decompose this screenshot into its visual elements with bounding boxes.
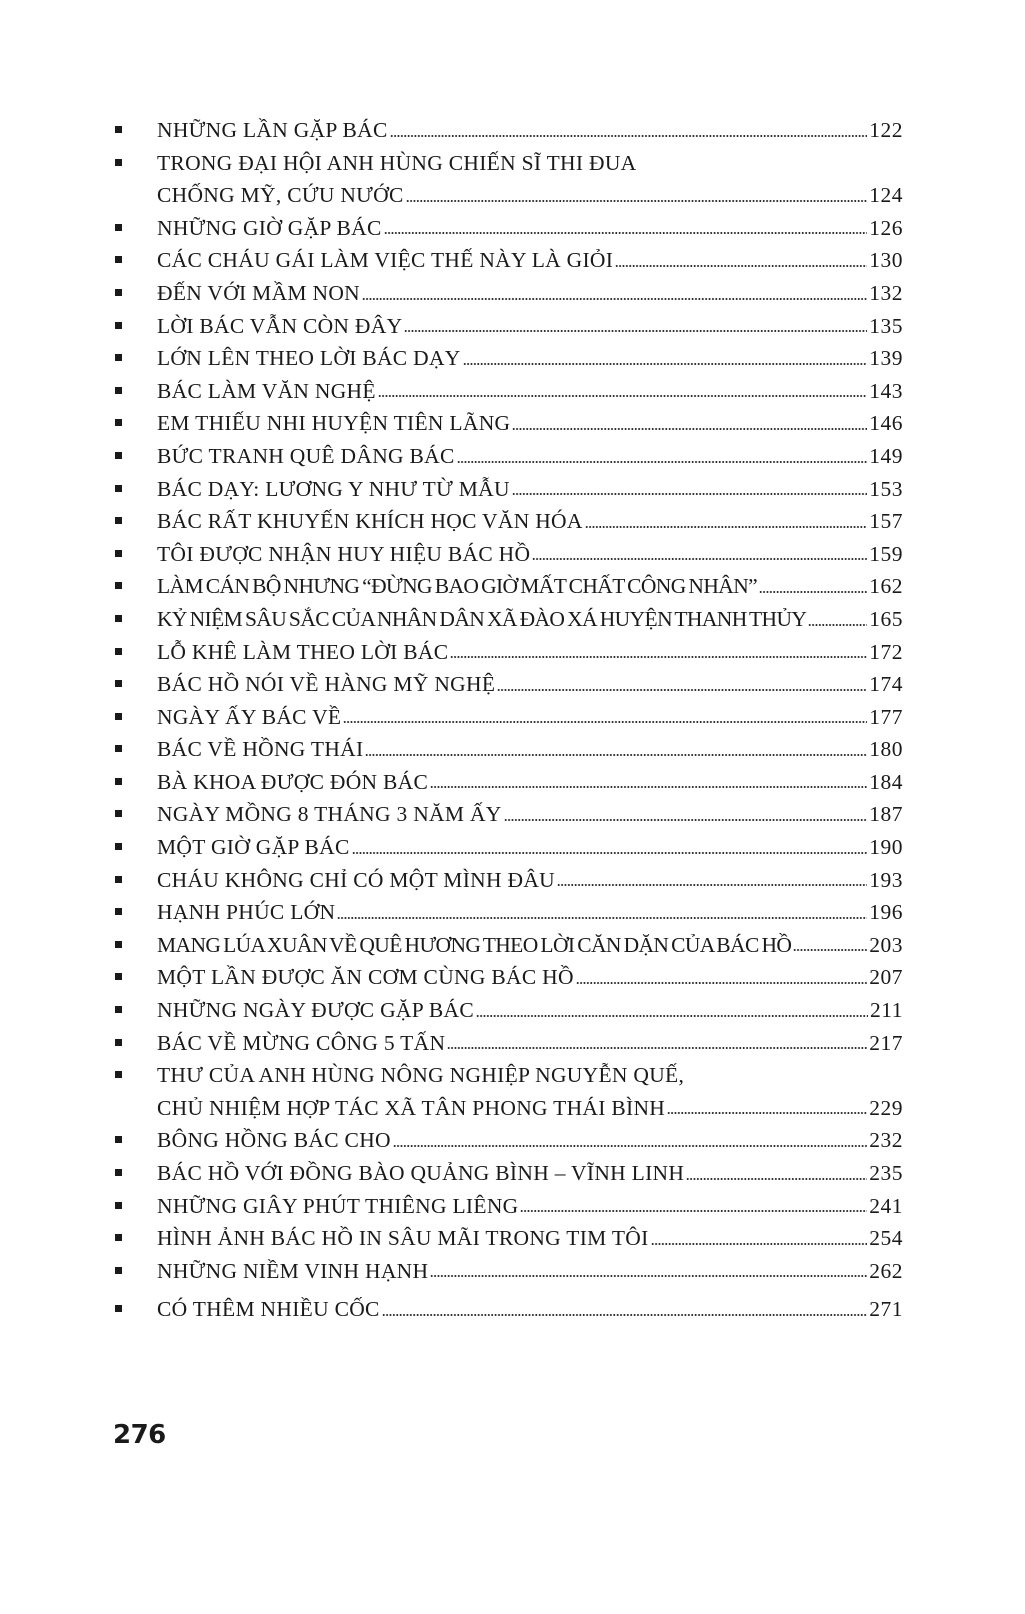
dot-leader [430,1274,867,1278]
toc-entry-title: CÁC CHÁU GÁI LÀM VIỆC THẾ NÀY LÀ GIỎI [157,248,614,273]
toc-entry [113,244,903,277]
toc-entry-page: 122 [869,118,903,142]
dot-leader [365,753,867,757]
square-bullet-icon [115,550,122,557]
toc-entry-line [157,733,903,766]
toc-entry-line [157,375,903,408]
toc-entry-page: 135 [869,313,903,338]
toc-entry [113,603,903,636]
dot-leader [497,688,867,692]
toc-entry-page: 232 [869,1128,903,1153]
toc-entry-title: NHỮNG GIỜ GẶP BÁC [157,215,382,240]
table-of-contents [113,114,903,1326]
toc-entry-line [157,831,903,864]
toc-entry [113,896,903,929]
toc-entry-line [157,766,903,799]
toc-entry [113,961,903,994]
toc-entry-page: 262 [869,1258,903,1283]
toc-entry-line [157,896,903,929]
toc-entry [113,864,903,897]
dot-leader [404,329,867,333]
toc-entry [113,342,903,375]
toc-entry [113,440,903,473]
toc-entry-title: BÁC DẠY: LƯƠNG Y NHƯ TỪ MẪU [157,476,510,501]
toc-entry-line [157,1293,903,1326]
toc-entry-line [157,440,903,473]
toc-entry-title: BÁC VỀ MỪNG CÔNG 5 TẤN [157,1030,446,1055]
square-bullet-icon [115,419,122,426]
toc-entry-page: 177 [869,704,903,729]
dot-leader [352,851,868,855]
toc-entry-page: 207 [869,965,903,990]
dot-leader [476,1014,868,1018]
square-bullet-icon [115,1169,122,1176]
toc-entry-title: LỚN LÊN THEO LỜI BÁC DẠY [157,346,461,371]
toc-entry-page: 235 [869,1161,903,1185]
toc-entry-line [157,636,903,669]
dot-leader [557,883,867,887]
toc-entry [113,505,903,538]
toc-entry-page: 157 [869,509,903,534]
toc-entry-title: HẠNH PHÚC LỚN [157,900,336,925]
toc-entry-page: 271 [869,1297,903,1322]
toc-entry-title-line: TRONG ĐẠI HỘI ANH HÙNG CHIẾN SĨ THI ĐUA [157,150,637,175]
square-bullet-icon [115,1202,122,1209]
toc-entry-line [157,407,903,440]
square-bullet-icon [115,615,122,622]
toc-entry [113,766,903,799]
toc-entry-line [157,701,903,734]
toc-entry-page: 126 [869,215,903,240]
toc-entry-title: NGÀY MỒNG 8 THÁNG 3 NĂM ẤY [157,802,502,827]
toc-entry-title: BỨC TRANH QUÊ DÂNG BÁC [157,443,455,468]
toc-entry-title-line: THƯ CỦA ANH HÙNG NÔNG NGHIỆP NGUYỄN QUẾ, [157,1063,685,1088]
toc-entry-page: 196 [869,900,903,925]
toc-entry-title: TÔI ĐƯỢC NHẬN HUY HIỆU BÁC HỒ [157,541,531,566]
toc-entry [113,1255,903,1288]
toc-entry [113,1190,903,1223]
toc-entry [113,212,903,245]
toc-entry-title: MỘT GIỜ GẶP BÁC [157,835,350,860]
toc-entry-page: 153 [869,476,903,501]
dot-leader [384,231,868,235]
toc-entry-title: BÁC RẤT KHUYẾN KHÍCH HỌC VĂN HÓA [157,509,583,534]
toc-entry-title: LÀM CÁN BỘ NHƯNG “ĐỪNG BAO GIỜ MẤT CHẤT CÔNG NHÂN” [157,574,758,599]
dot-leader [793,948,867,952]
dot-leader [667,1111,867,1115]
toc-entry [113,701,903,734]
toc-entry [113,407,903,440]
toc-entry [113,310,903,343]
toc-entry-title: LỜI BÁC VẪN CÒN ĐÂY [157,313,403,338]
toc-entry-title: NHỮNG NGÀY ĐƯỢC GẶP BÁC [157,998,474,1023]
toc-entry [113,1059,903,1124]
toc-entry-line [157,1124,903,1157]
toc-entry-page: 187 [869,802,903,827]
toc-entry-title: NHỮNG NIỀM VINH HẠNH [157,1258,429,1283]
square-bullet-icon [115,1305,122,1312]
toc-entry-page: 190 [869,835,903,860]
dot-leader [532,557,867,561]
toc-entry-line [157,277,903,310]
dot-leader [463,362,868,366]
square-bullet-icon [115,1039,122,1046]
dot-leader [430,785,867,789]
square-bullet-icon [115,322,122,329]
dot-leader [520,1209,867,1213]
toc-entry-title: ĐẾN VỚI MẦM NON [157,280,360,305]
toc-entry-page: 130 [869,248,903,273]
toc-entry-title: CÓ THÊM NHIỀU CỐC [157,1297,380,1322]
toc-entry-line [157,798,903,831]
square-bullet-icon [115,582,122,589]
dot-leader [576,981,867,985]
toc-entry-page: 159 [869,541,903,566]
square-bullet-icon [115,256,122,263]
toc-entry-line [157,603,903,636]
toc-entry-title: CHỦ NHIỆM HỢP TÁC XÃ TÂN PHONG THÁI BÌNH [157,1095,666,1120]
toc-entry-line [157,505,903,538]
square-bullet-icon [115,1136,122,1143]
square-bullet-icon [115,973,122,980]
toc-entry [113,831,903,864]
square-bullet-icon [115,908,122,915]
toc-entry-page: 203 [869,932,903,957]
square-bullet-icon [115,387,122,394]
toc-entry-title: HÌNH ẢNH BÁC HỒ IN SÂU MÃI TRONG TIM TÔI [157,1226,649,1251]
toc-entry-page: 217 [869,1030,903,1055]
dot-leader [585,525,868,529]
dot-leader [651,1242,868,1246]
toc-entry-line [157,244,903,277]
toc-entry-page: 143 [869,378,903,403]
toc-entry [113,277,903,310]
dot-leader [406,199,868,203]
toc-entry-line [157,1157,903,1190]
toc-entry-page: 211 [870,998,903,1023]
toc-entry-title: BÁC VỀ HỒNG THÁI [157,737,364,762]
dot-leader [382,1313,868,1317]
toc-entry [113,147,903,212]
toc-entry [113,538,903,571]
toc-entry-title: MỘT LẦN ĐƯỢC ĂN CƠM CÙNG BÁC HỒ [157,965,574,990]
toc-entry-line [157,310,903,343]
toc-entry-page: 193 [869,867,903,892]
toc-entry-page: 174 [869,672,903,697]
square-bullet-icon [115,224,122,231]
toc-entry-title: LỖ KHÊ LÀM THEO LỜI BÁC [157,639,449,664]
dot-leader [337,916,867,920]
dot-leader [615,264,867,268]
dot-leader [808,623,867,627]
toc-entry-page: 254 [869,1226,903,1251]
toc-entry-line [157,1222,903,1255]
toc-entry-title: NGÀY ẤY BÁC VỀ [157,704,342,729]
dot-leader [512,492,867,496]
toc-entry [113,668,903,701]
toc-entry-line [157,570,903,603]
toc-entry-line [157,473,903,506]
dot-leader [362,297,867,301]
toc-entry [113,375,903,408]
square-bullet-icon [115,354,122,361]
toc-entry-page: 162 [869,574,903,599]
dot-leader [504,818,868,822]
toc-entry-title: BÁC HỒ VỚI ĐỒNG BÀO QUẢNG BÌNH – VĨNH LINH [157,1161,685,1185]
square-bullet-icon [115,159,122,166]
toc-entry-line [157,342,903,375]
toc-entry [113,1222,903,1255]
square-bullet-icon [115,126,122,133]
toc-entry-line [157,864,903,897]
square-bullet-icon [115,713,122,720]
square-bullet-icon [115,1267,122,1274]
toc-entry [113,636,903,669]
square-bullet-icon [115,810,122,817]
dot-leader [450,655,867,659]
toc-entry-page: 184 [869,769,903,794]
toc-entry-title: BÁC LÀM VĂN NGHỆ [157,378,376,403]
toc-entry-line [157,929,903,962]
square-bullet-icon [115,843,122,850]
toc-entry-title: EM THIẾU NHI HUYỆN TIÊN LÃNG [157,411,511,436]
toc-entry-line [157,1027,903,1060]
square-bullet-icon [115,1006,122,1013]
square-bullet-icon [115,485,122,492]
dot-leader [390,134,868,138]
dot-leader [343,720,867,724]
toc-entry-title: BÁC HỒ NÓI VỀ HÀNG MỸ NGHỆ [157,672,496,697]
toc-entry-title: BÔNG HỒNG BÁC CHO [157,1128,391,1153]
toc-entry [113,1124,903,1157]
toc-entry-line [157,668,903,701]
toc-entry-line [157,179,903,212]
toc-entry [113,114,903,147]
toc-entry [113,994,903,1027]
square-bullet-icon [115,876,122,883]
toc-entry-page: 172 [869,639,903,664]
dot-leader [457,460,868,464]
toc-entry-line [157,114,903,147]
dot-leader [759,590,867,594]
dot-leader [686,1177,867,1181]
square-bullet-icon [115,648,122,655]
toc-entry-line [157,1092,903,1125]
toc-entry-page: 149 [869,443,903,468]
toc-entry-page: 165 [869,606,903,631]
toc-entry [113,1027,903,1060]
toc-entry-page: 241 [869,1193,903,1218]
toc-entry-line [157,1190,903,1223]
toc-entry-title: KỶ NIỆM SÂU SẮC CỦA NHÂN DÂN XÃ ĐÀO XÁ HUYỆN THANH THỦY [157,606,807,631]
toc-entry-line [157,538,903,571]
toc-entry-page: 146 [869,411,903,436]
square-bullet-icon [115,745,122,752]
toc-entry-title: BÀ KHOA ĐƯỢC ĐÓN BÁC [157,769,429,794]
toc-entry-page: 139 [869,346,903,371]
toc-entry-line [157,961,903,994]
toc-entry-title: CHÁU KHÔNG CHỈ CÓ MỘT MÌNH ĐÂU [157,867,555,892]
toc-entry-line [157,994,903,1027]
toc-entry [113,733,903,766]
toc-entry-page: 132 [869,280,903,305]
toc-entry [113,798,903,831]
toc-entry-title: MANG LÚA XUÂN VỀ QUÊ HƯƠNG THEO LỜI CĂN DẶN CỦA BÁC HỒ [157,932,792,957]
toc-entry [113,1293,903,1326]
dot-leader [512,427,867,431]
dot-leader [447,1046,867,1050]
dot-leader [393,1144,867,1148]
toc-entry-line [157,212,903,245]
toc-entry-line [157,1255,903,1288]
toc-entry-page: 180 [869,737,903,762]
square-bullet-icon [115,289,122,296]
square-bullet-icon [115,1234,122,1241]
toc-entry-title: NHỮNG GIÂY PHÚT THIÊNG LIÊNG [157,1193,519,1218]
toc-entry-title: NHỮNG LẦN GẶP BÁC [157,118,388,142]
toc-entry-page: 229 [869,1095,903,1120]
toc-entry [113,1157,903,1190]
square-bullet-icon [115,1071,122,1078]
toc-entry [113,929,903,962]
square-bullet-icon [115,941,122,948]
square-bullet-icon [115,452,122,459]
page-number: 276 [113,1420,166,1450]
square-bullet-icon [115,680,122,687]
toc-entry-page: 124 [869,183,903,208]
square-bullet-icon [115,517,122,524]
toc-entry [113,473,903,506]
toc-entry-title: CHỐNG MỸ, CỨU NƯỚC [157,183,404,208]
toc-entry [113,570,903,603]
dot-leader [378,394,867,398]
square-bullet-icon [115,778,122,785]
